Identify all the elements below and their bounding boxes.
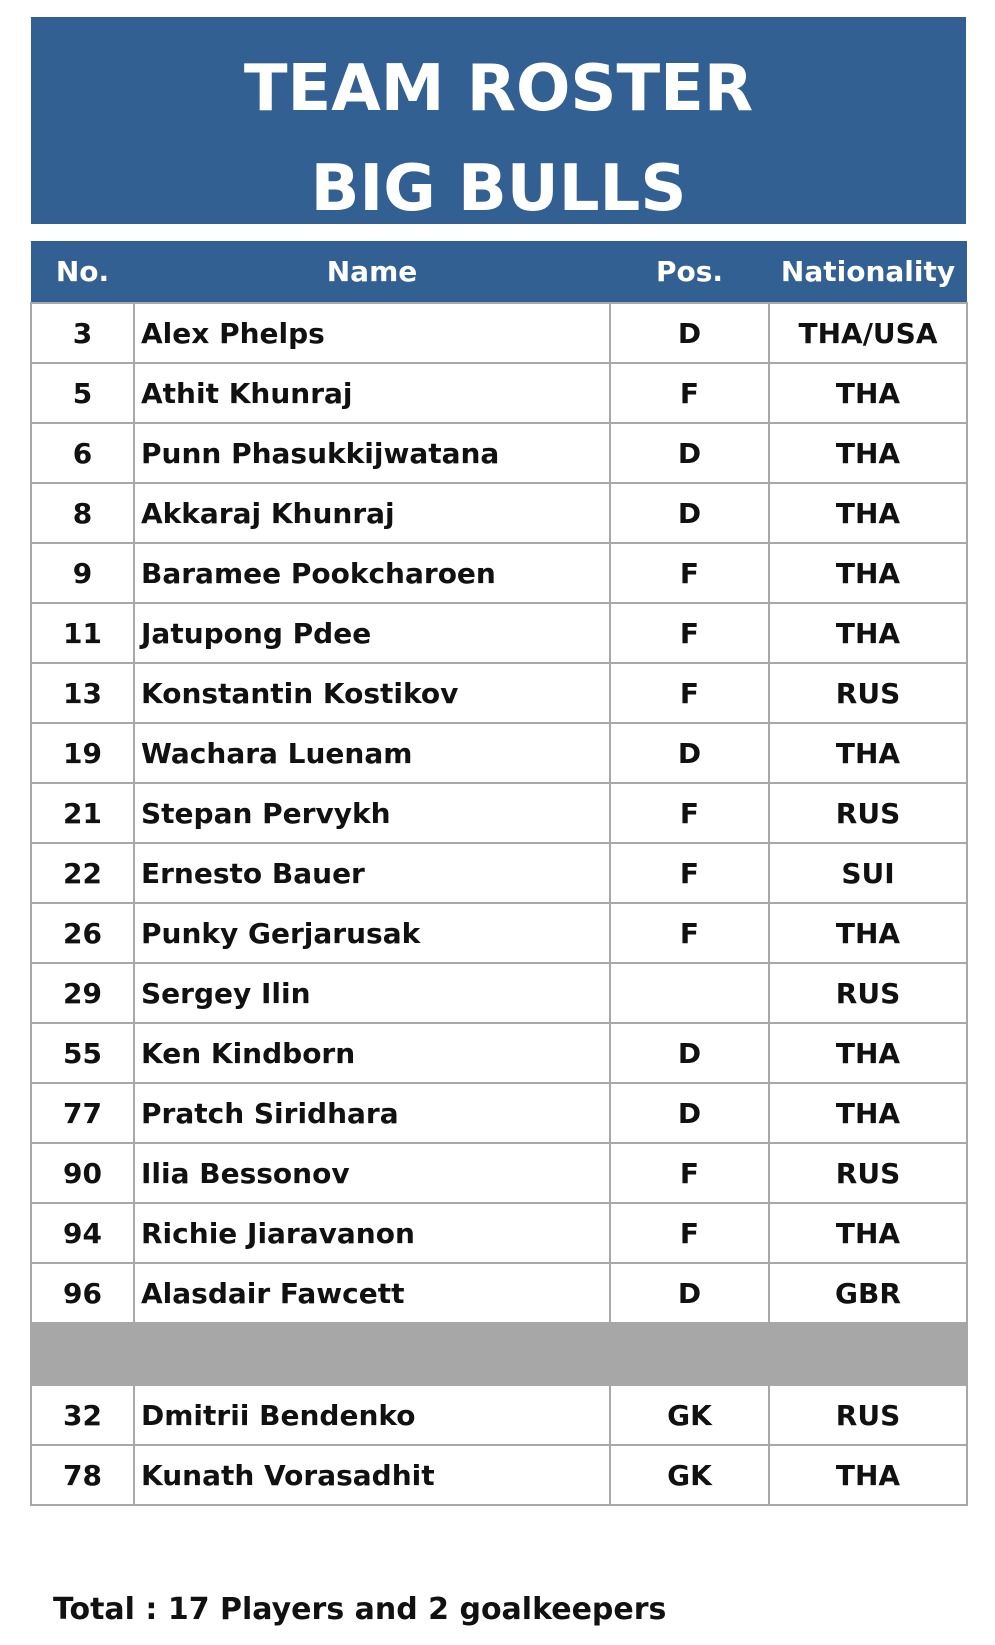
player-name: Baramee Pookcharoen <box>134 543 610 603</box>
table-row <box>31 663 967 723</box>
player-number: 77 <box>31 1083 134 1143</box>
table-row <box>31 963 967 1023</box>
player-number: 94 <box>31 1203 134 1263</box>
table-row <box>31 423 967 483</box>
table-row <box>31 363 967 423</box>
player-name: Pratch Siridhara <box>134 1083 610 1143</box>
player-name: Punky Gerjarusak <box>134 903 610 963</box>
table-row <box>31 543 967 603</box>
player-position: D <box>610 1263 769 1323</box>
player-number: 9 <box>31 543 134 603</box>
player-nationality: RUS <box>769 963 967 1023</box>
table-row <box>31 1143 967 1203</box>
player-name: Konstantin Kostikov <box>134 663 610 723</box>
player-position: D <box>610 483 769 543</box>
table-row <box>31 783 967 843</box>
player-nationality: THA <box>769 543 967 603</box>
title-banner <box>31 17 966 224</box>
table-row <box>31 603 967 663</box>
player-position: F <box>610 363 769 423</box>
goalkeeper-number: 78 <box>31 1445 134 1505</box>
player-position: F <box>610 543 769 603</box>
player-name: Ilia Bessonov <box>134 1143 610 1203</box>
player-name: Ernesto Bauer <box>134 843 610 903</box>
goalkeeper-name: Dmitrii Bendenko <box>134 1385 610 1445</box>
player-nationality: THA <box>769 603 967 663</box>
player-nationality: THA <box>769 1083 967 1143</box>
player-position: D <box>610 303 769 363</box>
player-name: Wachara Luenam <box>134 723 610 783</box>
table-header-row <box>31 241 967 303</box>
player-name: Ken Kindborn <box>134 1023 610 1083</box>
player-nationality: THA <box>769 423 967 483</box>
player-position: F <box>610 783 769 843</box>
player-nationality: RUS <box>769 783 967 843</box>
separator-bar <box>31 1323 967 1385</box>
player-position <box>610 963 769 1023</box>
table-row-goalkeeper <box>31 1385 967 1445</box>
player-number: 6 <box>31 423 134 483</box>
player-name: Alex Phelps <box>134 303 610 363</box>
player-nationality: THA <box>769 483 967 543</box>
table-row <box>31 1263 967 1323</box>
table-row <box>31 303 967 363</box>
player-position: F <box>610 1143 769 1203</box>
player-position: D <box>610 423 769 483</box>
column-header-pos: Pos. <box>655 255 724 288</box>
player-number: 19 <box>31 723 134 783</box>
column-header-nationality: Nationality <box>780 255 956 288</box>
player-number: 55 <box>31 1023 134 1083</box>
player-position: F <box>610 843 769 903</box>
goalkeeper-position: GK <box>610 1445 769 1505</box>
table-row <box>31 723 967 783</box>
team-name: BIG BULLS <box>310 152 687 226</box>
table-row <box>31 1203 967 1263</box>
table-row <box>31 903 967 963</box>
player-number: 5 <box>31 363 134 423</box>
player-name: Stepan Pervykh <box>134 783 610 843</box>
goalkeeper-separator <box>31 1323 967 1385</box>
roster-total: Total : 17 Players and 2 goalkeepers <box>53 1592 667 1627</box>
player-number: 96 <box>31 1263 134 1323</box>
player-nationality: THA <box>769 363 967 423</box>
goalkeeper-number: 32 <box>31 1385 134 1445</box>
page-title: TEAM ROSTER <box>243 52 754 126</box>
player-nationality: THA <box>769 1023 967 1083</box>
player-position: D <box>610 723 769 783</box>
player-nationality: GBR <box>769 1263 967 1323</box>
player-number: 13 <box>31 663 134 723</box>
player-position: F <box>610 1203 769 1263</box>
player-name: Punn Phasukkijwatana <box>134 423 610 483</box>
player-number: 11 <box>31 603 134 663</box>
player-nationality: THA <box>769 723 967 783</box>
roster-table <box>30 241 968 1506</box>
goalkeeper-position: GK <box>610 1385 769 1445</box>
player-number: 90 <box>31 1143 134 1203</box>
player-number: 3 <box>31 303 134 363</box>
player-name: Sergey Ilin <box>134 963 610 1023</box>
player-number: 26 <box>31 903 134 963</box>
player-position: F <box>610 903 769 963</box>
player-nationality: SUI <box>769 843 967 903</box>
player-name: Richie Jiaravanon <box>134 1203 610 1263</box>
column-header-name: Name <box>326 255 418 288</box>
column-header-no: No. <box>55 255 110 288</box>
goalkeeper-name: Kunath Vorasadhit <box>134 1445 610 1505</box>
player-name: Alasdair Fawcett <box>134 1263 610 1323</box>
player-name: Athit Khunraj <box>134 363 610 423</box>
player-nationality: RUS <box>769 663 967 723</box>
player-name: Akkaraj Khunraj <box>134 483 610 543</box>
player-number: 29 <box>31 963 134 1023</box>
player-position: F <box>610 603 769 663</box>
player-nationality: THA <box>769 1203 967 1263</box>
table-row <box>31 483 967 543</box>
player-number: 21 <box>31 783 134 843</box>
player-nationality: THA <box>769 903 967 963</box>
player-name: Jatupong Pdee <box>134 603 610 663</box>
table-row <box>31 843 967 903</box>
player-nationality: THA/USA <box>769 303 967 363</box>
player-number: 22 <box>31 843 134 903</box>
goalkeeper-nationality: THA <box>769 1445 967 1505</box>
player-position: F <box>610 663 769 723</box>
player-nationality: RUS <box>769 1143 967 1203</box>
player-number: 8 <box>31 483 134 543</box>
goalkeeper-nationality: RUS <box>769 1385 967 1445</box>
table-row <box>31 1023 967 1083</box>
table-row-goalkeeper <box>31 1445 967 1505</box>
player-position: D <box>610 1023 769 1083</box>
table-row <box>31 1083 967 1143</box>
player-position: D <box>610 1083 769 1143</box>
